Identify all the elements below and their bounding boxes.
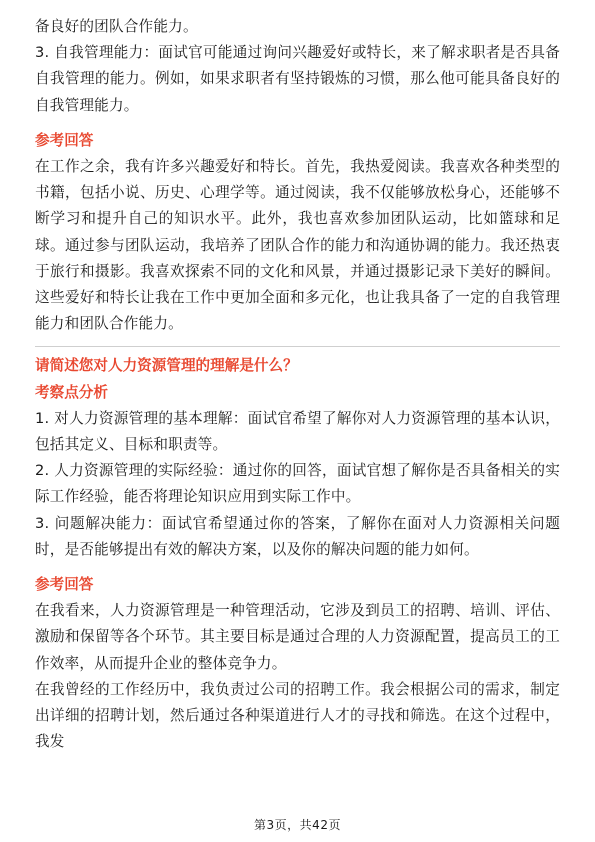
page-number: 第3页，共42页 [254, 818, 341, 832]
answer-paragraph: 在我看来，人力资源管理是一种管理活动，它涉及到员工的招聘、培训、评估、激励和保留等各个环节。其主要目标是通过合理的人力资源配置，提高员工的工作效率，从而提升企业的整体竞争力。 [35, 602, 560, 672]
question-title: 请简述您对人力资源管理的理解是什么？ [35, 357, 298, 375]
analysis-heading: 考察点分析 [35, 383, 108, 401]
analysis-point-1: 1. 对人力资源管理的基本理解：面试官希望了解你对人力资源管理的基本认识，包括其定义、目标和职责等。 [35, 409, 560, 454]
analysis-point-3: 3. 问题解决能力：面试官希望通过你的答案，了解你在面对人力资源相关问题时，是否能够提出有效的解决方案，以及你的解决问题的能力如何。 [35, 514, 560, 558]
answer-heading: 参考回答 [35, 576, 94, 594]
answer-paragraph: 在我曾经的工作经历中，我负责过公司的招聘工作。我会根据公司的需求，制定出详细的招聘计划，然后通过各种渠道进行人才的寻找和筛选。在这个过程中，我发 [35, 680, 560, 751]
analysis-point-3: 3. 自我管理能力：面试官可能通过询问兴趣爱好或特长，来了解求职者是否具备自我管理的能力。例如，如果求职者有坚持锻炼的习惯，那么他可能具备良好的自我管理能力。 [35, 44, 560, 114]
answer-heading: 参考回答 [35, 131, 94, 149]
continuation-text: 备良好的团队合作能力。 [35, 18, 198, 35]
answer-paragraph: 在工作之余，我有许多兴趣爱好和特长。首先，我热爱阅读。我喜欢各种类型的书籍，包括小说、历史、心理学等。通过阅读，我不仅能够放松身心，还能够不断学习和提升自己的知识水平。此外，我也喜欢参加团队运动，比如篮球和足球。通过参与团队运动，我培养了团队合作的能力和沟通协调的能力。我还热衷于旅行和摄影。我喜欢探索不同的文化和风景，并通过摄影记录下美好的瞬间。这些爱好和特长让我在工作中更加全面和多元化，也让我具备了一定的自我管理能力和团队合作能力。 [35, 158, 560, 333]
section-divider [35, 346, 560, 347]
analysis-point-2: 2. 人力资源管理的实际经验：通过你的回答，面试官想了解你是否具备相关的实际工作经验，能否将理论知识应用到实际工作中。 [35, 462, 560, 506]
document-page [35, 14, 560, 755]
